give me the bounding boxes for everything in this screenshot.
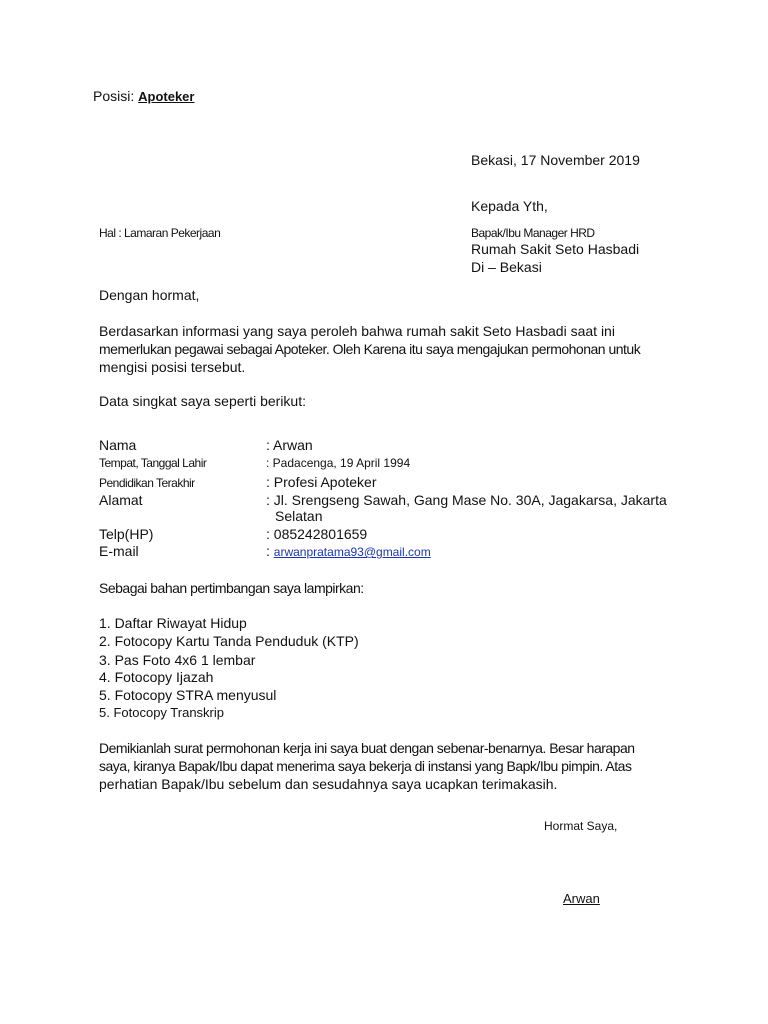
detail-value-birth: : Padacenga, 19 April 1994 — [266, 456, 411, 470]
position-label: Posisi: — [93, 88, 135, 104]
sign-off: Hormat Saya, — [544, 819, 618, 833]
to-label: Kepada Yth, — [471, 198, 548, 214]
detail-label-phone: Telp(HP) — [99, 526, 154, 542]
data-intro: Data singkat saya seperti berikut: — [99, 393, 306, 409]
subject: Hal : Lamaran Pekerjaan — [99, 226, 221, 240]
email-link[interactable]: arwanpratama93@gmail.com — [273, 545, 431, 559]
intro-line: Berdasarkan informasi yang saya peroleh bahwa rumah sakit Seto Hasbadi saat ini — [99, 323, 615, 339]
intro-line: mengisi posisi tersebut. — [99, 359, 246, 375]
position-value: Apoteker — [138, 89, 195, 104]
detail-value-name: : Arwan — [266, 437, 313, 453]
attachment-item: 2. Fotocopy Kartu Tanda Penduduk (KTP) — [99, 633, 359, 649]
detail-label-email: E-mail — [99, 543, 139, 559]
closing-paragraph — [99, 739, 635, 793]
detail-value-address-cont: Selatan — [275, 508, 323, 524]
attachment-item: 4. Fotocopy Ijazah — [99, 669, 214, 685]
detail-label-name: Nama — [99, 437, 137, 453]
detail-value-education: : Profesi Apoteker — [266, 474, 377, 490]
closing-line: perhatian Bapak/Ibu sebelum dan sesudahnya saya ucapkan terimakasih. — [99, 776, 558, 792]
attachment-item: 3. Pas Foto 4x6 1 lembar — [99, 652, 256, 668]
place-date: Bekasi, 17 November 2019 — [471, 152, 640, 168]
position-line — [93, 88, 194, 104]
detail-value-phone: : 085242801659 — [266, 526, 368, 542]
closing-line: Demikianlah surat permohonan kerja ini saya buat dengan sebenar-benarnya. Besar harapan — [99, 740, 635, 756]
attachment-item: 5. Fotocopy STRA menyusul — [99, 687, 277, 703]
attachment-item: 5. Fotocopy Transkrip — [99, 705, 224, 720]
signature-name: Arwan — [563, 891, 600, 906]
detail-label-education: Pendidikan Terakhir — [99, 476, 195, 490]
intro-paragraph — [99, 322, 640, 376]
recipient-line-2: Rumah Sakit Seto Hasbadi — [471, 241, 640, 257]
detail-label-address: Alamat — [99, 492, 143, 508]
attachment-item: 1. Daftar Riwayat Hidup — [99, 615, 247, 631]
recipient-line-3: Di – Bekasi — [471, 259, 542, 275]
attachments-intro: Sebagai bahan pertimbangan saya lampirkan: — [99, 580, 364, 596]
intro-line: memerlukan pegawai sebagai Apoteker. Oleh Karena itu saya mengajukan permohonan untuk — [99, 341, 641, 357]
closing-line: saya, kiranya Bapak/Ibu dapat menerima saya bekerja di instansi yang Bapk/Ibu pimpin. Atas — [99, 758, 632, 774]
recipient-line-1: Bapak/Ibu Manager HRD — [471, 226, 595, 240]
email-colon: : — [266, 543, 270, 559]
detail-value-email — [266, 543, 431, 559]
detail-value-address: : Jl. Srengseng Sawah, Gang Mase No. 30A, Jagakarsa, Jakarta — [266, 492, 667, 508]
detail-label-birth: Tempat, Tanggal Lahir — [99, 456, 207, 470]
greeting: Dengan hormat, — [99, 287, 200, 303]
